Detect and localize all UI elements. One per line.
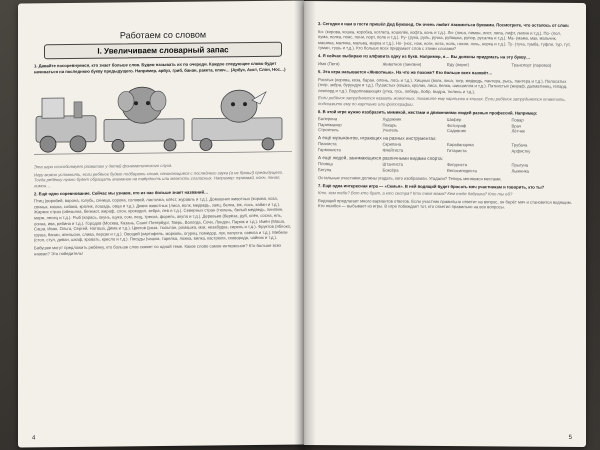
left-page-content	[34, 21, 292, 440]
grid-item: Флейтиста	[382, 147, 404, 153]
task-3-text: 3. Сегодня к нам в гости пришёл Дед Буквоед. Он очень любит лакомиться буквами. Посмотрите, что осталось от слов:	[318, 21, 570, 28]
note-1: Эта игра способствует развитию у детей фонематического слуха.	[34, 163, 173, 170]
grid-item: Гитариста	[447, 147, 467, 153]
task-4-grid	[318, 61, 572, 68]
grid-item: Лыжника	[511, 168, 529, 174]
task-4-text: 4. Я сейчас выбираю из алфавита одну из букв. Например, я… Вы должны придумать на эту букву…	[318, 53, 531, 60]
grid-item: Еду (пирог)	[447, 61, 470, 67]
grid-item: Гармониста	[318, 146, 341, 153]
grid-item: Балерина	[318, 116, 338, 122]
left-page-number: 4	[32, 435, 36, 442]
right-page	[304, 1, 586, 447]
task-3-list: Ко- (корова, кошка, коробка, котлета, кошелёк, кофта, конь и т.д.). Ли- (лиса, лимон, лист, липа, лифт, лилия и т.д.). По- (пол, пума, полка, пояс, пони, порт, поле и т.д.). Ру- (рука, руль, ручка, рубашка, рупор, русалка и т.д.). Ма- (мама, мак, мальчик, машина, малина, мальва, марка и т.д.). Но- (нос, нож, ноги, нота, ноль, носки, ночь, норка и т.д.). Ту- (туча, тумба, туфли, тур, тут, туман, тушь и т.д.). Кто больше всех придумает слов с этими слогами?	[318, 28, 571, 52]
grid-item: Строитель	[318, 127, 339, 133]
right-page-content	[318, 21, 572, 439]
grid-item: Фигуриста	[447, 162, 468, 168]
right-text-2	[318, 69, 572, 116]
right-page-number: 5	[568, 434, 572, 441]
task-2-text: 2. Ещё одно соревнование. Сейчас мы узнаем, кто из нас больше знает названий…	[34, 189, 209, 196]
grid-item: Художник	[382, 116, 402, 122]
grid-item: Трубача	[511, 142, 528, 148]
grid-item: Повар	[511, 117, 524, 123]
grid-item: Садовник	[447, 127, 466, 134]
professions-grid	[318, 116, 572, 134]
left-text	[34, 61, 292, 75]
grid-item: Боксёра	[382, 167, 399, 173]
grid-item: Врач	[511, 122, 522, 129]
grid-item: Пловца	[318, 161, 333, 167]
musicians-grid	[318, 141, 572, 154]
grid-item: Штангиста	[382, 161, 404, 167]
task-5-text: 5. Эта игра называется «Животные». На что же похоже? Кто больше всех назовёт…	[318, 69, 493, 76]
grid-item: Бегуна	[318, 166, 332, 172]
sports-grid	[318, 161, 572, 174]
note-5: Если ребёнок затрудняется назвать животных, покажите ему картинки в книгах. Если ребёнок затрудняется ответить, подскажите ему по картинке или фотографии.	[318, 95, 566, 107]
grid-item: Пекарь	[382, 122, 397, 128]
grid-item: Животное (пингвин)	[382, 61, 422, 67]
grid-item: Пианиста	[318, 141, 337, 147]
grid-item: Барабанщика	[447, 142, 474, 148]
left-text-2	[34, 162, 292, 257]
left-page	[18, 1, 304, 448]
grid-item: Прыгуна	[511, 162, 529, 168]
grid-item: Фотограф	[447, 122, 467, 128]
open-book	[18, 0, 588, 450]
section-heading: I. Увеличиваем словарный запас	[44, 42, 282, 59]
grid-item: Парикмахер	[318, 121, 342, 127]
grid-item: Лётчик	[511, 128, 525, 134]
train-drawing	[34, 74, 292, 161]
grid-item: Транспорт (паровоз)	[511, 62, 552, 68]
task-7-text: 7. Ещё одна интересная игра — «Семья». В ней водящий будет бросать мяч участникам и говорить, кто ты?	[318, 182, 545, 190]
right-text-3	[318, 175, 572, 211]
note-7: Водящий предлагает много вариантов ответов. Если участник правильно ответит на вопрос, он берёт мяч и становится водящим. Кто ошибся — выбывает из игры. В игре побеждает тот, кто ответил правильно на все вопросы.	[318, 197, 572, 210]
musicians-subheading: А ещё музыкантов, играющих на разных инструментах:	[318, 135, 437, 142]
task-5-list: Рогатых (корова, коза, баран, олень, лось и т.д.). Хищных (волк, лиса, тигр, медведь, пантера, рысь, пантера и т.д.). Полосатых (тигр, зебра, бурундук и т.д.). Пушистых (кошка, кролик, лиса, белка, шиншилла и т.д.). Пятнистых (жираф, далматинец, гепард, леопард и т.д.). Водоплавающих (утка, гусь, лебедь, бобр, выдра, тюлень и т.д.).	[318, 76, 568, 94]
sports-subheading: А ещё людей, занимающихся различными видами спорта:	[318, 155, 443, 162]
grid-item: Арфистку	[511, 148, 531, 154]
task-1-text: 1. Давайте посоревнуемся, кто знает больше слов. Будем называть их по очереди. Каждое следующее слово будет начинаться на последнюю букву предыдущего. Например, арбуз, гриб, банан, ракета, ключ… (Арбуз, Аист, Слон, Нос…)	[34, 60, 286, 74]
grid-item: Имя (Петя)	[318, 60, 340, 66]
grid-item: Велосипедиста	[447, 167, 477, 173]
right-text	[318, 21, 572, 60]
task-2-list: Птиц (воробей, ворона, голубь, синица, сорока, соловей, ласточка, клёст, журавль и т.д.). Домашних животных (корова, коза, свинья, кошка, собака, кролик, лошадь, овца и т.д.). Диких животных (лиса, волк, медведь, заяц, белка, ёж, лось, кабан и т.д.). Жарких стран (обезьяна, бегемот, жираф, слон, крокодил, зебра, лев и т.д.). Северных стран (тюлень, белый медведь, пингвин, морж, песец и т.д.). Рыб (карась, окунь, щука, сом, лещ, треска, форель, акула и т.д.). Деревьев (берёза, дуб, клён, сосна, ель, осина, ива, рябина и т.д.). Городов (Москва, Казань, Санкт-Петербург, Тверь, Вологда, Сочи, Лондон, Париж и т.д.). Имён (Маша, Саша, Иван, Ольга, Сергей, Наташа, Дима и т.д.). Цветов (роза, тюльпан, ромашка, мак, незабудка, сирень и т.д.). Фруктов (яблоко, груша, банан, апельсин, слива, персик и т.д.). Овощей (картофель, морковь, огурец, помидор, лук, капуста, свёкла и т.д.). Мебели (стол, стул, диван, шкаф, кровать, кресло и т.д.). Посуды (чашка, тарелка, ложка, вилка, кастрюля, сковорода, чайник и т.д.).	[34, 195, 292, 243]
note-6: Остальные участники должны угадать, кого изобразили. Угадали? Теперь меняемся местами.	[318, 175, 502, 182]
task-6-text: 6. В этой игре нужно изобразить мимикой, жестами и движениями людей разных профессий. Например:	[318, 108, 538, 116]
train-illustration	[34, 74, 292, 161]
grid-item: Учитель	[382, 127, 399, 133]
task-last: Бабушки могут предложить ребёнку, кто больше слов скажет по одной теме. Какое слово самое интересное? Кто больше всех назвал? Это победитель!	[34, 242, 282, 256]
page-title: Работаем со словом	[119, 29, 207, 41]
grid-item: Шофёр	[447, 117, 462, 123]
task-7-poem: Кто, кем тебе? Вот кто брат, а кто сестра? Кто твоя мама? Кем тебе бабушка? Кто ты ей?	[318, 190, 513, 197]
grid-item: Скрипача	[382, 141, 402, 148]
note-2: Игру можно усложнить, если ребёнок будет подбирать слова, начинающиеся с последнего звука (а не буквы!) предыдущего. Тогда ребёнку нужно будет обращать внимание на твёрдость или мягкость согласных. Например: трамвай, ключ, пенал, лимон…	[34, 169, 284, 189]
